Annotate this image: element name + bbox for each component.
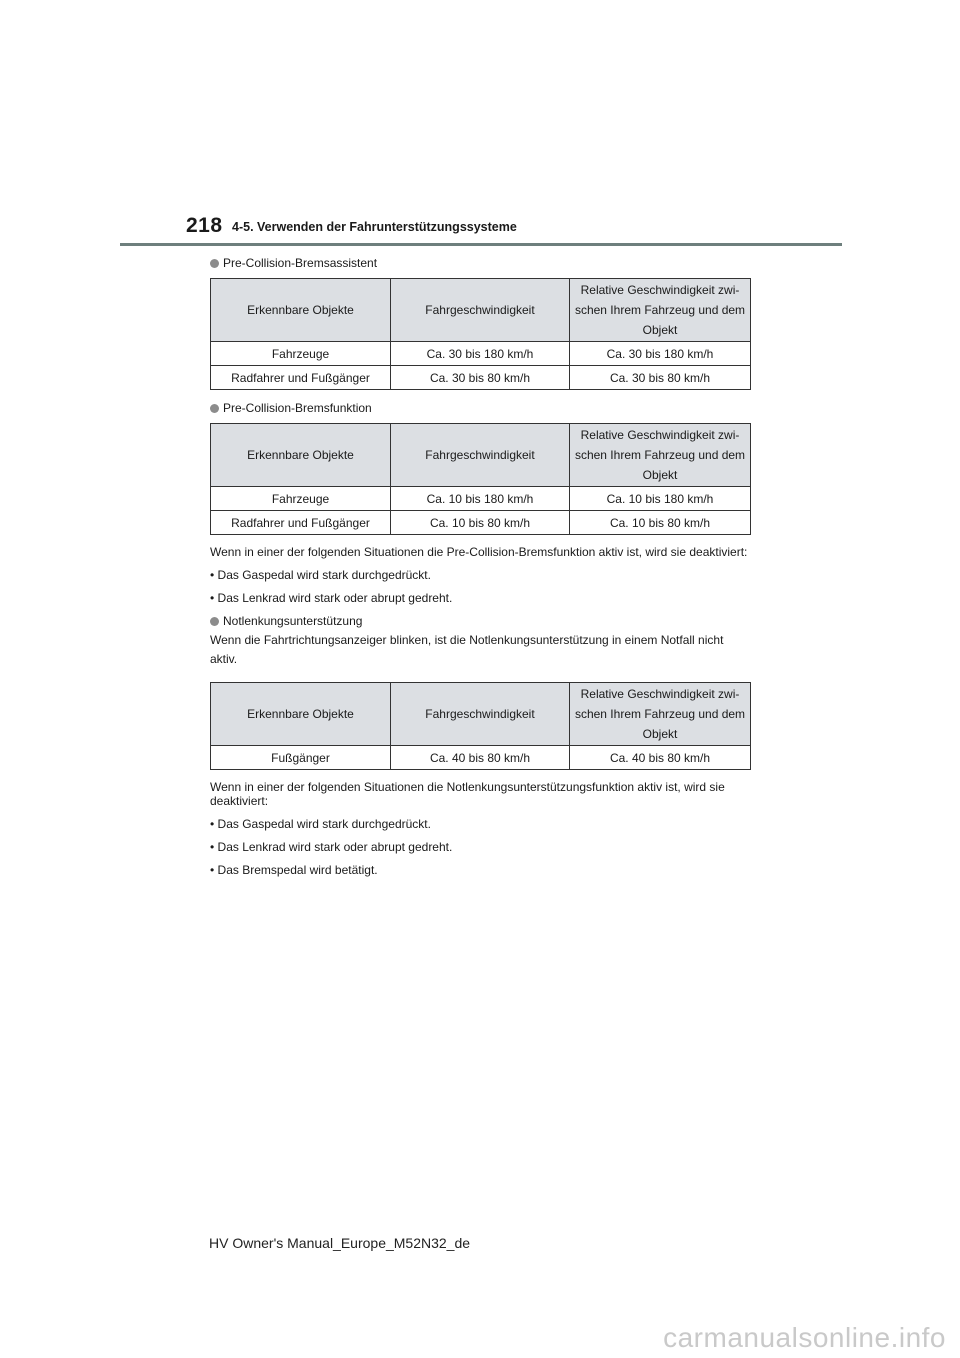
table-cell: Ca. 30 bis 180 km/h xyxy=(570,342,751,366)
column-header: Erkennbare Objekte xyxy=(211,279,391,342)
list-item: • Das Gaspedal wird stark durchgedrückt. xyxy=(210,568,431,582)
speed-table-steering-assist xyxy=(210,682,751,770)
table-cell: Ca. 40 bis 80 km/h xyxy=(391,746,570,770)
bullet-dot-icon xyxy=(210,404,219,413)
table-header-row xyxy=(211,683,751,746)
table-row xyxy=(211,746,751,770)
table-cell: Ca. 10 bis 180 km/h xyxy=(391,487,570,511)
table-header-row xyxy=(211,279,751,342)
column-header: Fahrgeschwindigkeit xyxy=(391,424,570,487)
table-row xyxy=(211,366,751,390)
speed-table-brake-function xyxy=(210,423,751,535)
bullet-dot-icon xyxy=(210,617,219,626)
page-content xyxy=(210,255,750,885)
table-cell: Ca. 30 bis 180 km/h xyxy=(391,342,570,366)
section-title: 4-5. Verwenden der Fahrunterstützungssysteme xyxy=(232,220,517,234)
table-cell: Radfahrer und Fußgänger xyxy=(211,511,391,535)
speed-table-brake-assist xyxy=(210,278,751,390)
deactivation-note: Wenn in einer der folgenden Situationen die Notlenkungsunterstützungsfunktion aktiv ist, wird sie deaktiviert: xyxy=(210,780,725,808)
column-header: Fahrgeschwindigkeit xyxy=(391,279,570,342)
column-header: Fahrgeschwindigkeit xyxy=(391,683,570,746)
column-header: Erkennbare Objekte xyxy=(211,683,391,746)
intro-paragraph: Wenn die Fahrtrichtungsanzeiger blinken, ist die Notlenkungsunterstützung in einem Notfall nicht aktiv. xyxy=(210,633,724,666)
list-item: • Das Lenkrad wird stark oder abrupt gedreht. xyxy=(210,840,453,854)
table-cell: Ca. 40 bis 80 km/h xyxy=(570,746,751,770)
section-heading xyxy=(210,400,750,416)
column-header: Relative Geschwindigkeit zwi-schen Ihrem Fahrzeug und dem Objekt xyxy=(570,424,751,487)
table-row xyxy=(211,342,751,366)
deactivation-note: Wenn in einer der folgenden Situationen die Pre-Collision-Bremsfunktion aktiv ist, wird sie deaktiviert: xyxy=(210,545,748,559)
list-item: • Das Lenkrad wird stark oder abrupt gedreht. xyxy=(210,591,453,605)
footer-text: HV Owner's Manual_Europe_M52N32_de xyxy=(209,1235,471,1251)
column-header: Relative Geschwindigkeit zwi-schen Ihrem Fahrzeug und dem Objekt xyxy=(570,279,751,342)
table-header-row xyxy=(211,424,751,487)
table-cell: Ca. 10 bis 80 km/h xyxy=(570,511,751,535)
table-cell: Fußgänger xyxy=(211,746,391,770)
section-heading xyxy=(210,613,750,629)
column-header: Erkennbare Objekte xyxy=(211,424,391,487)
watermark: carmanualsonline.info xyxy=(663,1322,946,1353)
page-number: 218 xyxy=(186,214,223,237)
table-cell: Ca. 10 bis 80 km/h xyxy=(391,511,570,535)
column-header: Relative Geschwindigkeit zwi-schen Ihrem Fahrzeug und dem Objekt xyxy=(570,683,751,746)
table-cell: Ca. 30 bis 80 km/h xyxy=(570,366,751,390)
list-item: • Das Gaspedal wird stark durchgedrückt. xyxy=(210,817,431,831)
section-heading-text: Pre-Collision-Bremsassistent xyxy=(223,256,378,270)
table-row xyxy=(211,487,751,511)
table-cell: Ca. 30 bis 80 km/h xyxy=(391,366,570,390)
list-item: • Das Bremspedal wird betätigt. xyxy=(210,863,378,877)
section-heading xyxy=(210,255,750,271)
table-cell: Radfahrer und Fußgänger xyxy=(211,366,391,390)
table-cell: Fahrzeuge xyxy=(211,342,391,366)
table-cell: Ca. 10 bis 180 km/h xyxy=(570,487,751,511)
bullet-dot-icon xyxy=(210,259,219,268)
table-row xyxy=(211,511,751,535)
section-heading-text: Pre-Collision-Bremsfunktion xyxy=(223,401,372,415)
section-heading-text: Notlenkungsunterstützung xyxy=(223,614,363,628)
table-cell: Fahrzeuge xyxy=(211,487,391,511)
header-divider xyxy=(120,243,842,246)
